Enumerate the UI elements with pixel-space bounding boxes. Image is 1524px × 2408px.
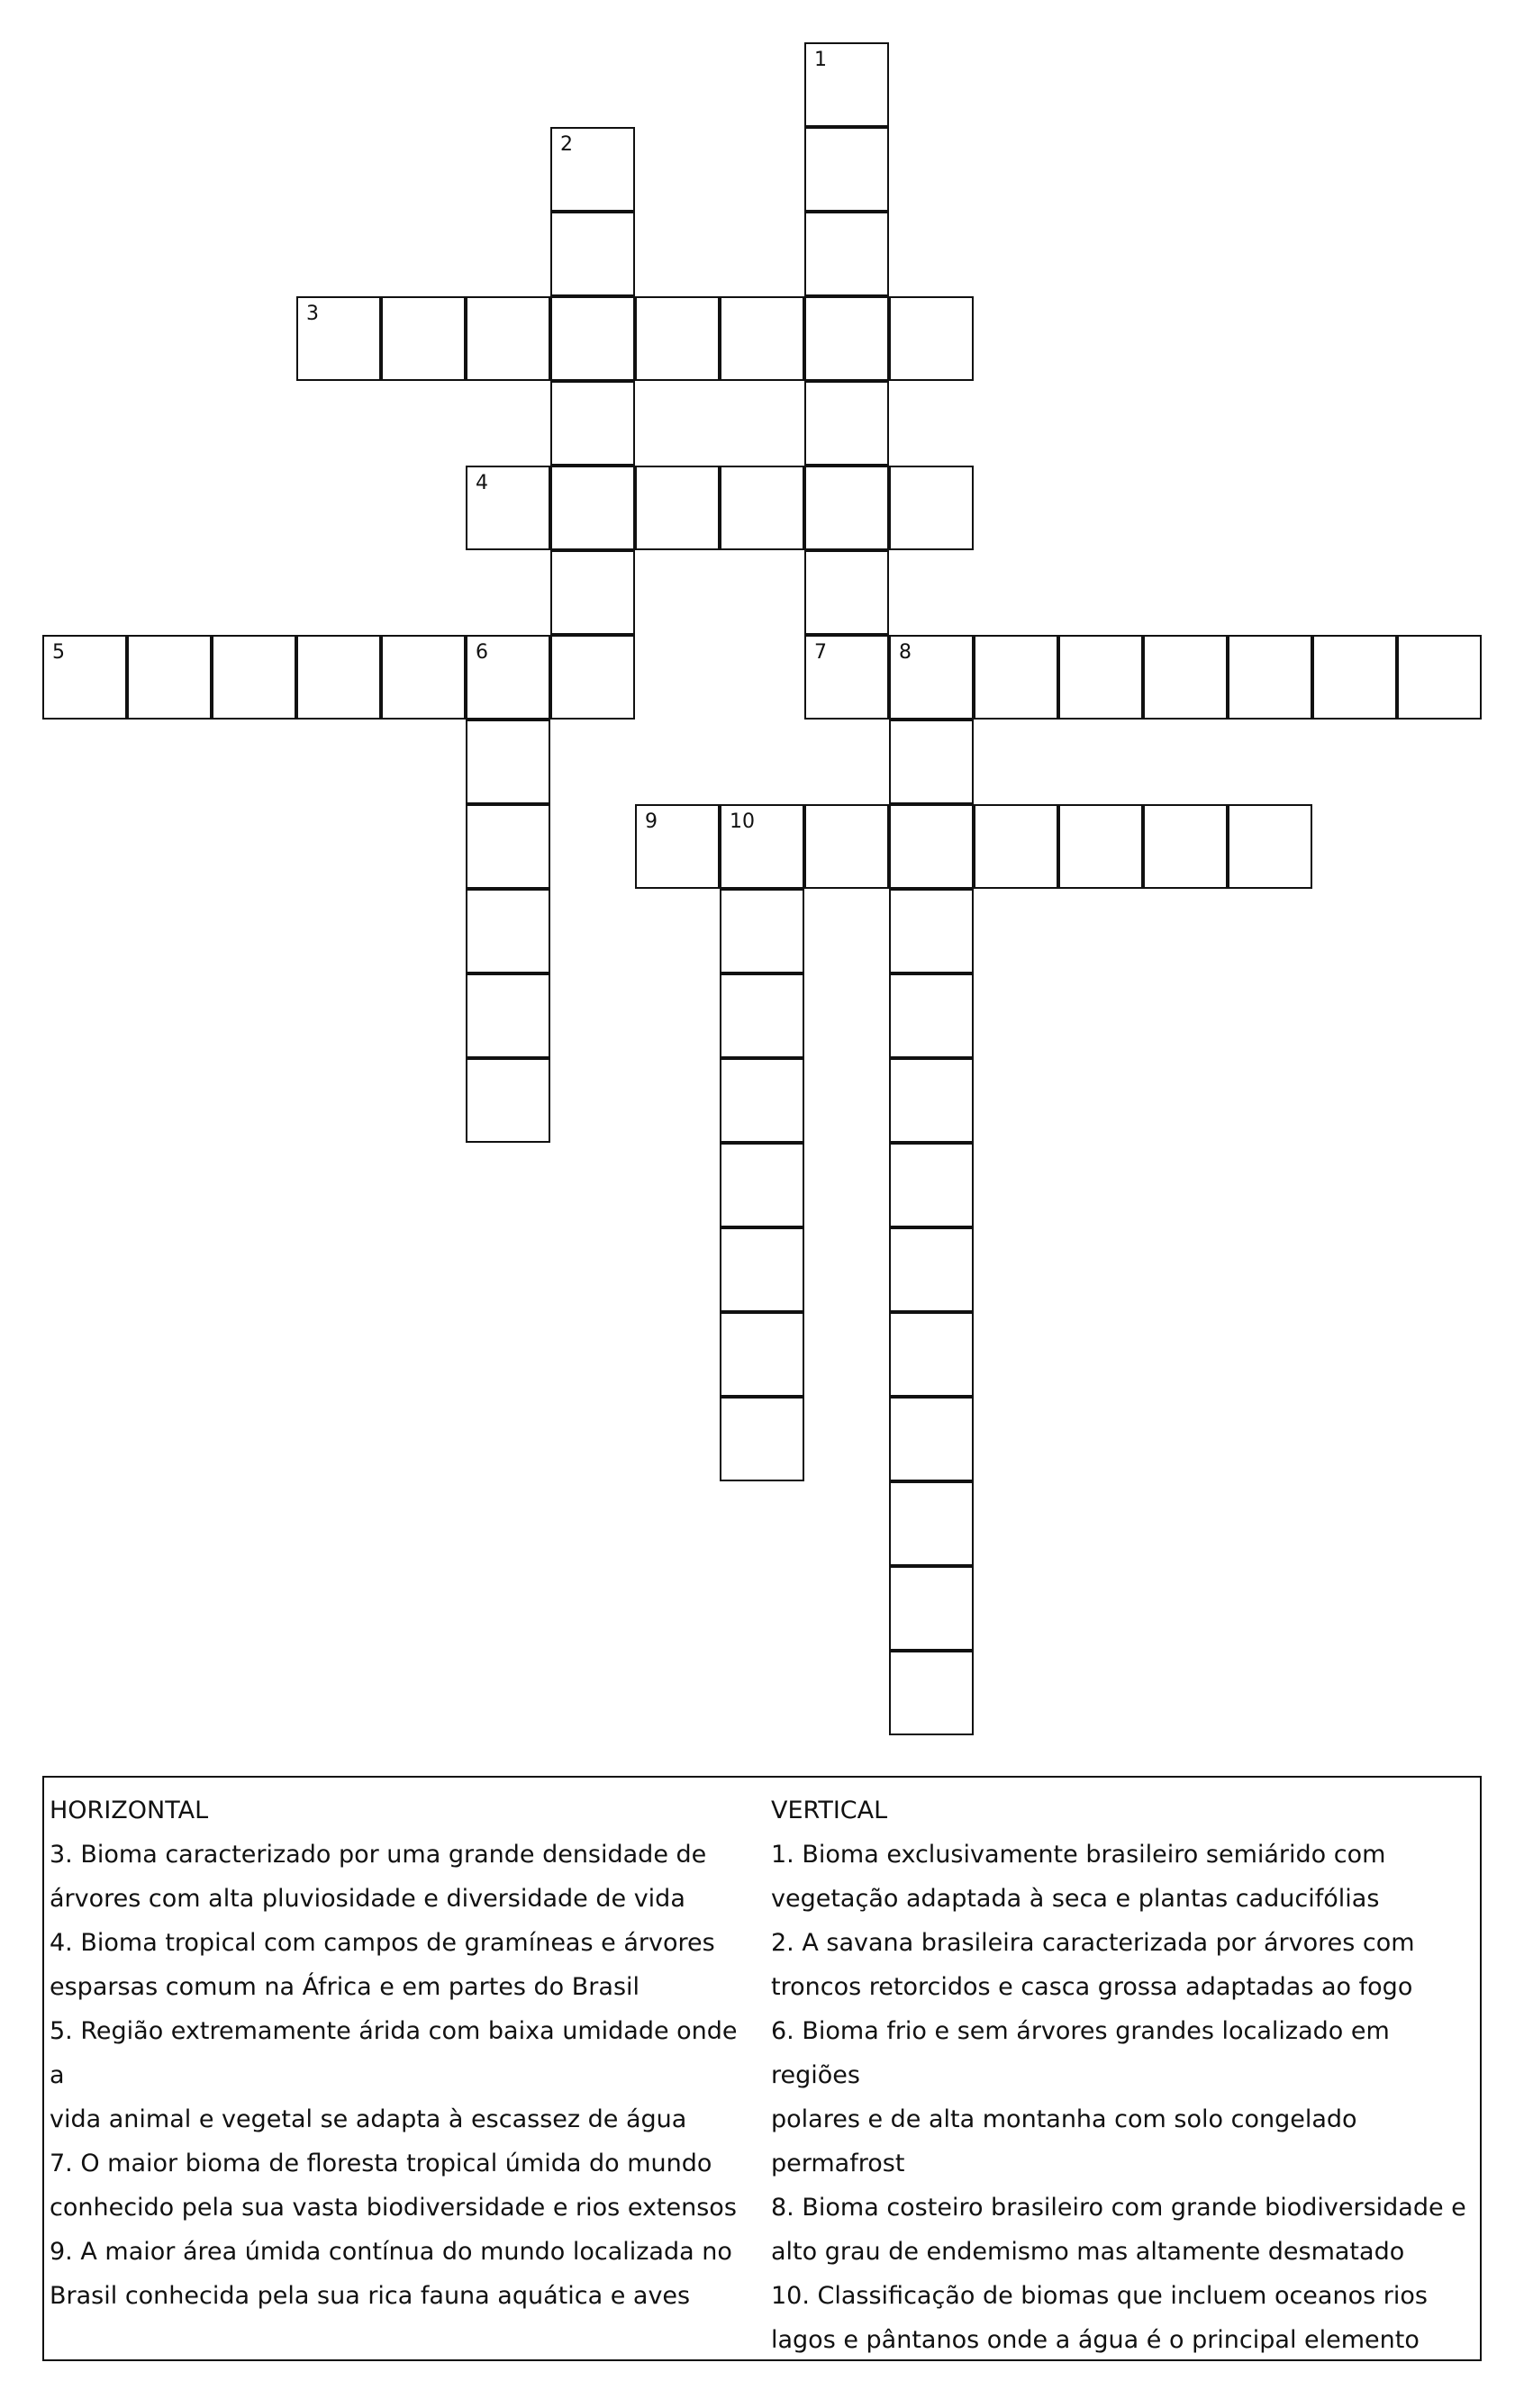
horizontal-clue-line: árvores com alta pluviosidade e diversidade de vida — [50, 1885, 685, 1913]
grid-cell[interactable] — [381, 635, 466, 720]
grid-cell[interactable] — [466, 466, 550, 550]
horizontal-clue-line: 4. Bioma tropical com campos de gramíneas e árvores — [50, 1929, 715, 1957]
cell-number: 5 — [52, 641, 65, 664]
grid-cell[interactable] — [889, 1312, 974, 1397]
vertical-clue-line: polares e de alta montanha com solo congelado — [771, 2105, 1357, 2133]
grid-cell[interactable] — [804, 212, 889, 296]
grid-cell[interactable] — [804, 381, 889, 466]
grid-cell[interactable] — [466, 720, 550, 804]
grid-cell[interactable] — [1228, 635, 1312, 720]
grid-cell[interactable] — [296, 296, 381, 381]
horizontal-clue-line: conhecido pela sua vasta biodiversidade e rios extensos — [50, 2194, 737, 2222]
grid-cell[interactable] — [720, 1227, 804, 1312]
grid-cell[interactable] — [466, 973, 550, 1058]
grid-cell[interactable] — [550, 296, 635, 381]
cell-number: 6 — [476, 641, 488, 664]
cell-number: 7 — [814, 641, 827, 664]
vertical-clue-line: 10. Classificação de biomas que incluem oceanos rios — [771, 2282, 1428, 2310]
grid-cell[interactable] — [889, 804, 974, 889]
horizontal-clue-line: vida animal e vegetal se adapta à escassez de água — [50, 2105, 687, 2133]
horizontal-heading: HORIZONTAL — [50, 1797, 209, 1824]
grid-cell[interactable] — [1143, 635, 1228, 720]
grid-cell[interactable] — [466, 1058, 550, 1143]
grid-cell[interactable] — [889, 720, 974, 804]
horizontal-clue-line: 9. A maior área úmida contínua do mundo localizada no — [50, 2238, 732, 2266]
cell-number: 4 — [476, 472, 488, 494]
grid-cell[interactable] — [804, 466, 889, 550]
grid-cell[interactable] — [1312, 635, 1397, 720]
horizontal-clue-line: esparsas comum na África e em partes do Brasil — [50, 1973, 640, 2001]
grid-cell[interactable] — [635, 466, 720, 550]
vertical-clue-line: troncos retorcidos e casca grossa adaptadas ao fogo — [771, 1973, 1413, 2001]
grid-cell[interactable] — [889, 1481, 974, 1566]
cell-number: 9 — [645, 810, 658, 833]
grid-cell[interactable] — [889, 1397, 974, 1481]
grid-cell[interactable] — [1143, 804, 1228, 889]
grid-cell[interactable] — [720, 1312, 804, 1397]
grid-cell[interactable] — [889, 889, 974, 973]
vertical-clue-line: 8. Bioma costeiro brasileiro com grande biodiversidade e — [771, 2194, 1466, 2222]
grid-cell[interactable] — [1228, 804, 1312, 889]
grid-cell[interactable] — [720, 1397, 804, 1481]
cell-number: 10 — [730, 810, 755, 833]
grid-cell[interactable] — [466, 635, 550, 720]
vertical-clue-line: vegetação adaptada à seca e plantas caducifólias — [771, 1885, 1380, 1913]
grid-cell[interactable] — [466, 804, 550, 889]
grid-cell[interactable] — [889, 635, 974, 720]
vertical-clue-line: 6. Bioma frio e sem árvores grandes localizado em regiões — [771, 2017, 1390, 2089]
clues-box — [42, 1776, 1482, 2361]
grid-cell[interactable] — [889, 466, 974, 550]
grid-cell[interactable] — [889, 1651, 974, 1735]
grid-cell[interactable] — [720, 296, 804, 381]
vertical-clue-line: alto grau de endemismo mas altamente desmatado — [771, 2238, 1405, 2266]
vertical-clue-line: lagos e pântanos onde a água é o principal elemento — [771, 2326, 1420, 2354]
grid-cell[interactable] — [1058, 635, 1143, 720]
vertical-clue-line: 2. A savana brasileira caracterizada por árvores com — [771, 1929, 1415, 1957]
grid-cell[interactable] — [550, 127, 635, 212]
grid-cell[interactable] — [889, 1058, 974, 1143]
vertical-heading: VERTICAL — [771, 1797, 888, 1824]
grid-cell[interactable] — [720, 1058, 804, 1143]
horizontal-clue-line: 3. Bioma caracterizado por uma grande densidade de — [50, 1841, 707, 1869]
horizontal-clue-line: 7. O maior bioma de floresta tropical úmida do mundo — [50, 2150, 712, 2177]
grid-cell[interactable] — [635, 296, 720, 381]
cell-number: 3 — [306, 303, 319, 325]
grid-cell[interactable] — [974, 635, 1058, 720]
grid-cell[interactable] — [804, 42, 889, 127]
grid-cell[interactable] — [1058, 804, 1143, 889]
horizontal-clues — [50, 1788, 752, 2318]
cell-number: 1 — [814, 49, 827, 71]
vertical-clue-line: 1. Bioma exclusivamente brasileiro semiárido com — [771, 1841, 1386, 1869]
grid-cell[interactable] — [720, 889, 804, 973]
grid-cell[interactable] — [550, 635, 635, 720]
grid-cell[interactable] — [889, 1143, 974, 1227]
vertical-clues — [771, 1788, 1478, 2362]
grid-cell[interactable] — [889, 296, 974, 381]
grid-cell[interactable] — [804, 296, 889, 381]
grid-cell[interactable] — [889, 1227, 974, 1312]
cell-number: 2 — [560, 133, 573, 156]
grid-cell[interactable] — [720, 973, 804, 1058]
vertical-clue-line: permafrost — [771, 2150, 905, 2177]
grid-cell[interactable] — [804, 127, 889, 212]
grid-cell[interactable] — [720, 466, 804, 550]
grid-cell[interactable] — [381, 296, 466, 381]
grid-cell[interactable] — [550, 550, 635, 635]
grid-cell[interactable] — [550, 381, 635, 466]
grid-cell[interactable] — [804, 550, 889, 635]
grid-cell[interactable] — [720, 1143, 804, 1227]
grid-cell[interactable] — [1397, 635, 1482, 720]
grid-cell[interactable] — [296, 635, 381, 720]
grid-cell[interactable] — [550, 466, 635, 550]
grid-cell[interactable] — [720, 804, 804, 889]
grid-cell[interactable] — [127, 635, 212, 720]
grid-cell[interactable] — [466, 296, 550, 381]
grid-cell[interactable] — [635, 804, 720, 889]
grid-cell[interactable] — [550, 212, 635, 296]
grid-cell[interactable] — [804, 804, 889, 889]
grid-cell[interactable] — [889, 973, 974, 1058]
grid-cell[interactable] — [804, 635, 889, 720]
grid-cell[interactable] — [974, 804, 1058, 889]
grid-cell[interactable] — [889, 1566, 974, 1651]
grid-cell[interactable] — [466, 889, 550, 973]
horizontal-clue-line: 5. Região extremamente árida com baixa umidade onde a — [50, 2017, 738, 2089]
grid-cell[interactable] — [42, 635, 127, 720]
cell-number: 8 — [899, 641, 912, 664]
horizontal-clue-line: Brasil conhecida pela sua rica fauna aquática e aves — [50, 2282, 691, 2310]
grid-cell[interactable] — [212, 635, 296, 720]
